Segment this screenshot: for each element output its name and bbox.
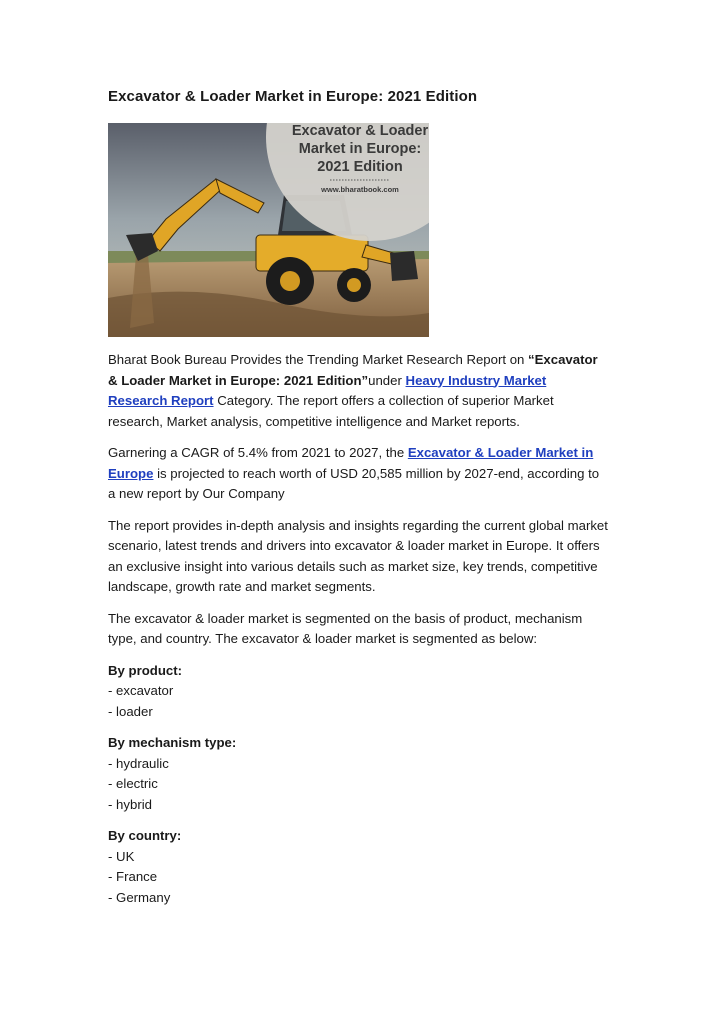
cagr-paragraph: Garnering a CAGR of 5.4% from 2021 to 2027, the Excavator & Loader Market in Europe is projected to reach worth of USD 20,585 million by 2027-end, according to a new report by Our Company [108,445,600,501]
market-report-link[interactable]: Excavator & Loader Market in Europe [108,445,594,481]
page-title: Excavator & Loader Market in Europe: 2021 Edition [108,88,478,105]
list-item: - hybrid [108,796,152,812]
list-item: - loader [108,703,153,719]
intro-paragraph: Bharat Book Bureau Provides the Trending Market Research Report on “Excavator & Loader Market in Europe: 2021 Edition”under Heavy Industry Market Research Report Category. The report offers a collection of superior Market research, Market analysis, competitive intelligence and Market reports. [108,352,598,429]
segment-mechanism [108,733,608,815]
hero-image [108,123,429,337]
list-item: - hydraulic [108,755,169,771]
image-overlay-line1: Excavator & Loader [291,123,429,139]
segmentation-paragraph: The excavator & loader market is segmented on the basis of product, mechanism type, and country. The excavator & loader market is segmented as below: [108,610,583,646]
list-item: - electric [108,776,158,791]
article-body [108,350,608,919]
heavy-industry-link[interactable]: Heavy Industry Market Research Report [108,372,547,408]
image-overlay-url: www.bharatbook.com [321,185,399,194]
analysis-paragraph: The report provides in-depth analysis and insights regarding the current global market scenario, latest trends and drivers into excavator & loader market in Europe. It offers an exclusive insight into various details such as market size, key trends, competitive landscape, growth rate and market segments. [108,517,608,594]
image-overlay-line2: Market in Europe: [298,141,422,157]
list-item: - excavator [108,683,174,698]
segment-heading: By country: [108,828,182,843]
segment-heading: By mechanism type: [108,735,237,750]
list-item: - France [108,869,158,884]
segment-country [108,826,608,908]
segment-product [108,661,608,723]
report-title-bold: “Excavator & Loader Market in Europe: 2021 Edition” [108,352,598,388]
list-item: - Germany [108,889,171,905]
list-item: - UK [108,848,135,864]
segment-heading: By product: [108,662,182,678]
image-overlay-line3: 2021 Edition [317,159,403,175]
